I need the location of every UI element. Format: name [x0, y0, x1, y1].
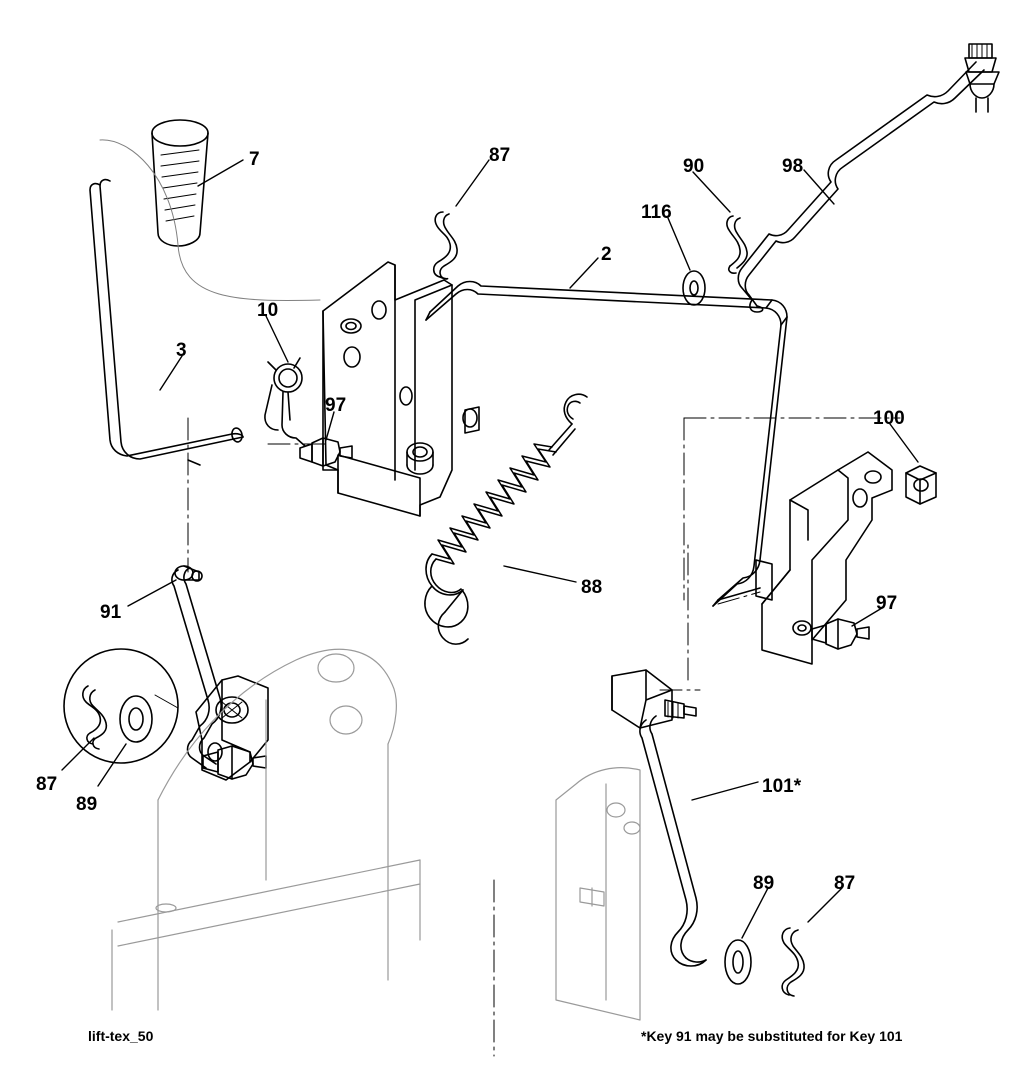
part-hairpin-clip-bottom: [782, 928, 804, 996]
callout-101: 101*: [762, 776, 802, 797]
deck-panel-right: [556, 768, 640, 1020]
part-right-bracket: [718, 452, 892, 664]
callout-91: 91: [100, 602, 122, 623]
callout-88: 88: [581, 577, 603, 598]
callout-89-detail: 89: [76, 794, 98, 815]
part-center-bracket: [323, 262, 479, 516]
part-lift-handle-rod: [90, 180, 243, 465]
callout-87-detail: 87: [36, 774, 58, 795]
callout-97-left: 97: [325, 395, 347, 416]
callout-10: 10: [257, 300, 279, 321]
callout-3: 3: [176, 340, 187, 361]
callout-89-bottom: 89: [753, 873, 775, 894]
detail-washer: [120, 696, 152, 742]
callout-100: 100: [873, 408, 905, 429]
callout-98: 98: [782, 156, 804, 177]
part-height-adjust-rod: [738, 44, 999, 312]
part-hex-nut: [906, 466, 936, 504]
part-extension-spring: [425, 394, 587, 644]
deck-panel-left: [112, 649, 420, 1010]
center-lines: [188, 418, 903, 1056]
detail-circle-87-89: [64, 649, 178, 763]
detail-hairpin-clip: [83, 686, 107, 749]
part-torsion-spring: [265, 358, 305, 446]
callout-87-top: 87: [489, 145, 511, 166]
part-washer-89-bottom: [725, 940, 751, 984]
figure-footnote: *Key 91 may be substituted for Key 101: [641, 1028, 903, 1044]
callout-7: 7: [249, 149, 260, 170]
figure-id-label: lift-tex_50: [88, 1028, 154, 1044]
part-lift-link-rod-91: [172, 566, 221, 768]
callout-2: 2: [601, 244, 612, 265]
callout-87-bottom: 87: [834, 873, 856, 894]
callout-90: 90: [683, 156, 705, 177]
part-lift-link-rod-101: [612, 670, 706, 966]
part-lift-rod-linkage: [426, 282, 787, 607]
part-hairpin-clip-top: [434, 212, 457, 279]
callout-97-right: 97: [876, 593, 898, 614]
part-washer-116: [683, 271, 705, 305]
callout-116: 116: [641, 202, 672, 223]
part-shoulder-bolt-right: [812, 619, 869, 649]
